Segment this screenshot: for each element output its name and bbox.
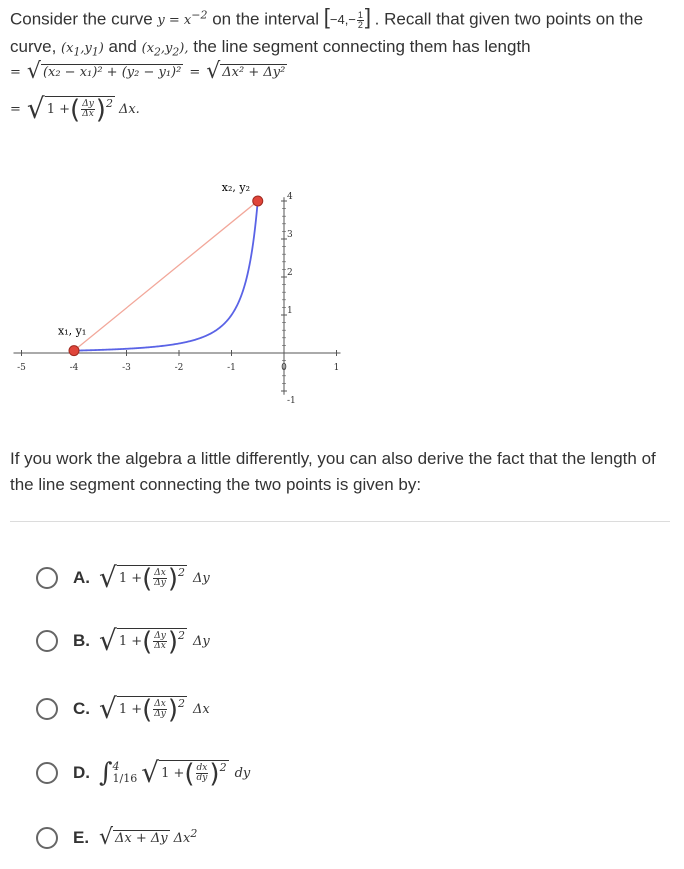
option-b-formula: √ 1 + ( $\frac{\Delta y}{\Delta x}$ ) $^2$ Δy: [99, 624, 210, 657]
y-tick-label: 4: [287, 192, 293, 202]
x-tick-label: 0: [281, 363, 287, 373]
y-tick-label: 2: [287, 268, 293, 278]
y-tick-label: -1: [287, 396, 296, 406]
point-2-marker: [253, 196, 263, 206]
axes: [14, 192, 341, 406]
option-c-formula: √ 1 + ( $\frac{\Delta x}{\Delta y}$ ) $^2$ Δx: [99, 692, 210, 725]
y-tick-label: 3: [287, 230, 293, 240]
question-followup: If you work the algebra a little differently, you can also derive the fact that the length of the line segment connecting the two points is given by:: [10, 449, 656, 494]
option-d-formula: ∫ 4 1/16 √ 1 + ( $\frac{dx}{dy}$ ) $^2$ dy: [99, 756, 251, 789]
x-tick-label: 1: [333, 363, 340, 373]
point-1-label: x₁, y₁: [58, 324, 87, 338]
option-c[interactable]: [36, 692, 210, 726]
radio-c[interactable]: [36, 698, 58, 720]
option-d-letter: D.: [73, 763, 90, 782]
radio-a[interactable]: [36, 567, 58, 589]
point-1-marker: [69, 346, 79, 356]
option-c-letter: C.: [73, 699, 90, 718]
option-a[interactable]: [36, 561, 210, 595]
secant-segment: [74, 201, 258, 351]
point-1-coords: $(x_1,y_1)$: [61, 41, 104, 59]
and-text: and: [108, 37, 137, 57]
radio-b[interactable]: [36, 630, 58, 652]
curve-graph: [10, 160, 350, 420]
option-a-formula: √ 1 + ( $\frac{\Delta x}{\Delta y}$ ) $^2$ Δy: [99, 561, 210, 594]
radio-e[interactable]: [36, 827, 58, 849]
divider: [10, 521, 670, 522]
option-e-letter: E.: [73, 828, 90, 847]
length-formula: = √ 1 + ( $\frac{\Delta y}{\Delta x}$ ) $^2$ Δx.: [10, 92, 140, 125]
option-e-formula: √ Δx + Δy Δx $^2$: [99, 825, 198, 850]
x-tick-label: -3: [122, 363, 131, 373]
point-2-coords: $(x_2,y_2)$,: [141, 41, 189, 59]
y-tick-label: 1: [287, 306, 293, 316]
question-intro: [10, 3, 674, 66]
option-b-letter: B.: [73, 631, 90, 650]
x-tick-label: -5: [17, 363, 26, 373]
x-tick-label: -2: [174, 363, 184, 373]
option-b[interactable]: [36, 624, 210, 658]
intro-text-1: Consider the curve: [10, 9, 153, 29]
option-a-letter: A.: [73, 568, 90, 587]
intro-text-3: . Recall that given two points on the curve,: [10, 9, 644, 57]
distance-formula: = √ (x₂ − x₁)² + (y₂ − y₁)² = √ Δx² + Δy²: [10, 59, 286, 84]
x-tick-label: -1: [227, 363, 236, 373]
option-e[interactable]: [36, 821, 197, 855]
x-tick-label: -4: [69, 363, 79, 373]
radio-d[interactable]: [36, 762, 58, 784]
intro-text-2: on the interval: [212, 9, 320, 29]
option-d[interactable]: [36, 756, 250, 790]
curve-equation: $y = x^{-2}$: [157, 9, 208, 29]
interval: [−4,− $\frac{1}{2}$ ]: [323, 4, 372, 31]
point-2-label: x₂, y₂: [221, 181, 250, 194]
intro-text-4: the line segment connecting them has length: [193, 37, 531, 57]
